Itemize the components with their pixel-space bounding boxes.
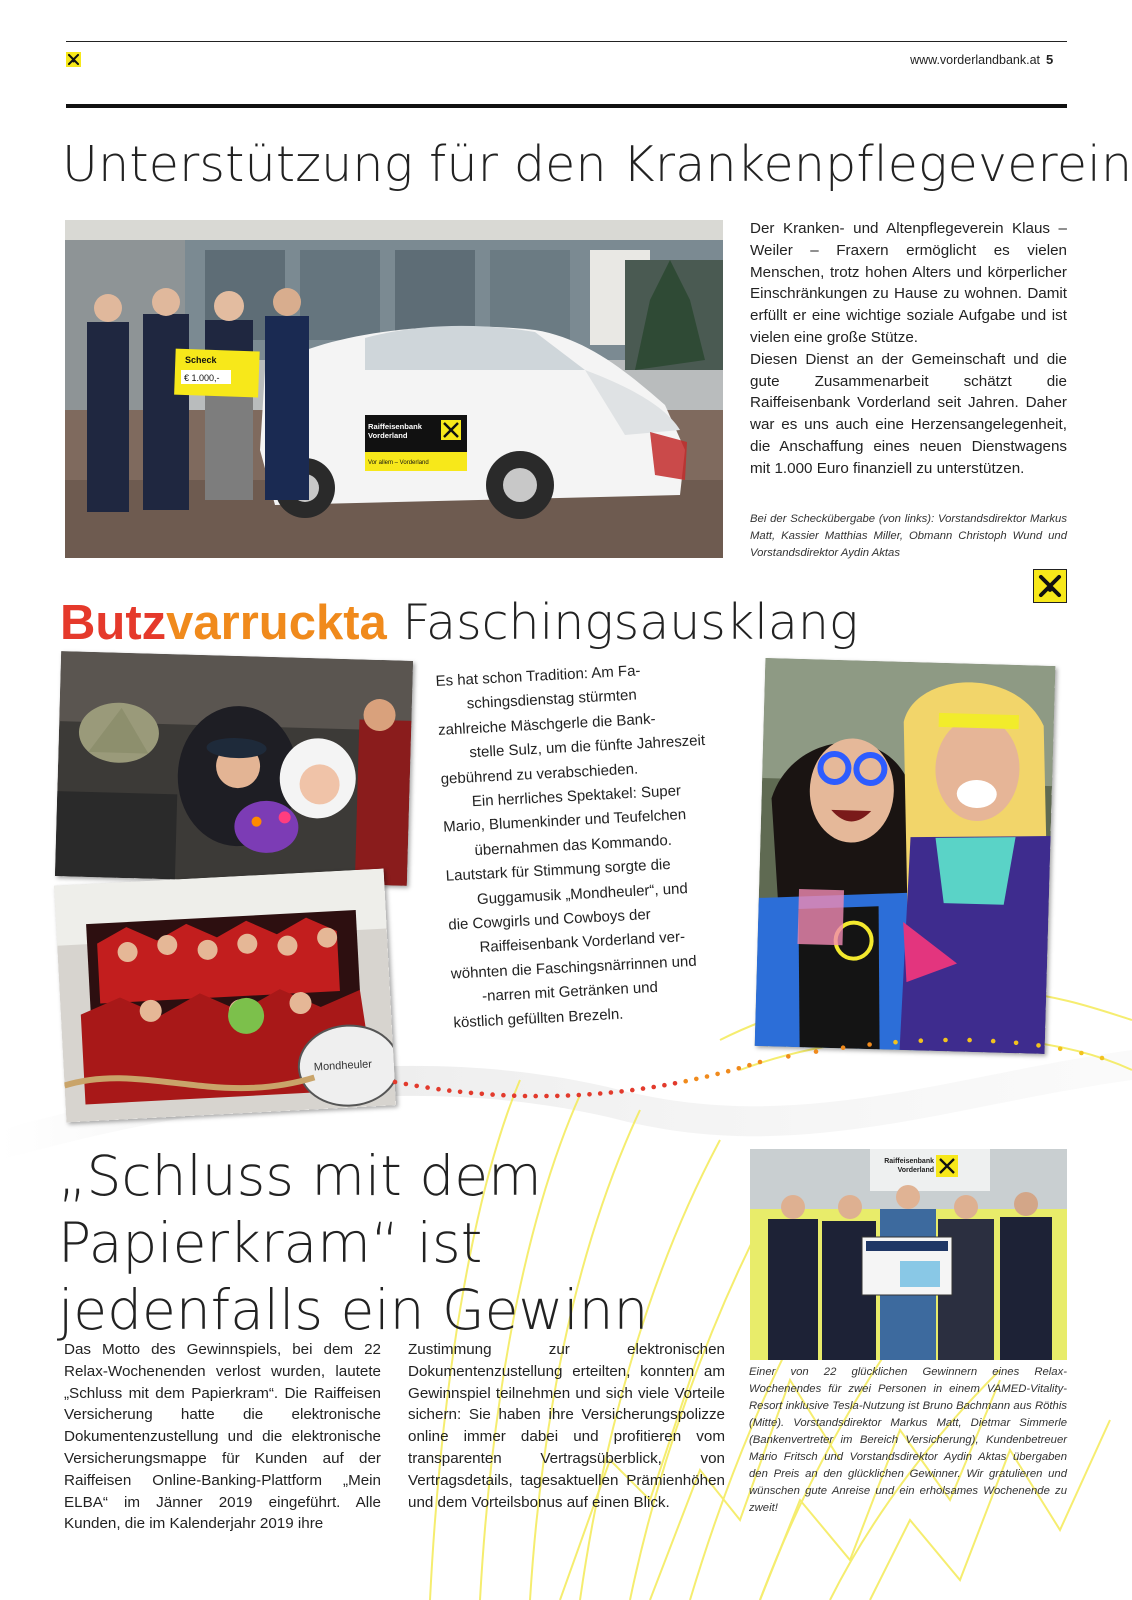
photo-guggamusik-band (54, 869, 396, 1123)
raiffeisen-logo-icon (1033, 569, 1067, 603)
article3-title-line-1: „Schluss mit dem (58, 1144, 542, 1208)
banner-text: Raiffeisenbank Vorderland (884, 1158, 934, 1174)
article2-line-2: schingsdienstag stürmten (466, 686, 638, 713)
article3-title-line-3: jedenfalls ein Gewinn (58, 1278, 649, 1342)
article2-line-14: -narren mit Getränken und (481, 979, 659, 1006)
article2-line-9: Lautstark für Stimmung sorgte die (445, 856, 672, 885)
car-sign-tagline: Vor allem – Vorderland (368, 460, 429, 466)
article-title-krankenpflegeverein: Unterstützung für den Krankenpflegeverein (62, 136, 1132, 193)
article2-line-11: die Cowgirls und Cowboys der (447, 906, 652, 934)
article2-line-8: übernahmen das Kommando. (474, 831, 673, 860)
cheque-label: Scheck (185, 355, 217, 365)
title-faschingsausklang: Faschingsausklang (386, 594, 859, 651)
photo-carnival-crowd (55, 651, 413, 886)
article2-line-7: Mario, Blumenkinder und Teufelchen (442, 806, 687, 837)
raiffeisen-logo-icon (66, 52, 81, 67)
article3-caption: Einer von 22 glücklichen Gewinnern eines Relax-Wochenendes für zwei Personen in einem VAMED-Vitality-Resort inklusive Tesla-Nutzung ist Bruno Bachmann aus Röthis (Mitte). Vorstandsdirektor Markus Matt, Dietmar Simmerle (Bankenvertreter im Bereich Versicherung), Kundenbetreuer Mario Fritsch und Vorstandsdirektor Aydin Aktas übergaben den Preis an den glücklichen Gewinner. Wir gratulieren und wünschen gute Anreise und ein erholsames Wochenende zu zweit! (749, 1366, 1067, 1514)
article2-line-1: Es hat schon Tradition: Am Fa- (435, 662, 641, 690)
photo-costumed-guests (755, 658, 1056, 1054)
article1-caption: Bei der Scheckübergabe (von links): Vorstandsdirektor Markus Matt, Kassier Matthias Miller, Obmann Christoph Wund und Vorstandsdirektor Aydin Aktas (750, 513, 1067, 559)
article2-body (435, 654, 754, 1035)
article2-line-15: köstlich gefüllten Brezeln. (453, 1005, 624, 1032)
article3-title-line-2: Papierkram“ ist (58, 1211, 483, 1275)
article-title-faschingsausklang (60, 594, 858, 651)
article3-column-1: Das Motto des Gewinnspiels, bei dem 22 Relax-Wochenenden verlost wurden, lautete „Schluss mit dem Papierkram“. Die Raiffeisen Versicherung hatte die elektronische Dokumentenzustellung und die elektronische Versicherungsmappe für Kunden auf der Raiffeisen Online-Banking-Plattform „Mein ELBA“ im Jänner 2019 eingeführt. Alle Kunden, die im Kalenderjahr 2019 ihre (64, 1341, 381, 1533)
page-number: 5 (1046, 52, 1054, 67)
article2-line-3: zahlreiche Mäschgerle die Bank- (437, 710, 656, 739)
article3-title (58, 1143, 648, 1344)
car-sign-line1: Raiffeisenbank (368, 422, 423, 431)
article1-paragraph-2: Diesen Dienst an der Gemeinschaft und die gute Zusammenarbeit schätzt die Raiffeisenbank Vorderland seit Jahren. Daher war es uns auch eine Herzensangelegenheit, die Anschaffung eines neuen Dienstwagens mit 1.000 Euro finanziell zu unterstützen. (750, 350, 1067, 477)
article3-column-2: Zustimmung zur elektronischen Dokumentenzustellung erteilten, konnten am Gewinnspiel teilnehmen und sich viele Vorteile sichern: Sie haben ihre Versicherungspolizze online immer dabei und profitieren vom transparenten Vertragsüberblick, von Vertragsdetails, tagesaktuellen Prämienhöhen und dem Vorteilsbonus auf einen Blick. (408, 1341, 725, 1511)
article2-line-13: wöhnten die Faschingsnärrinnen und (450, 952, 698, 983)
website-url[interactable]: www.vorderlandbank.at (910, 53, 1040, 67)
photo-prize-winners (750, 1149, 1067, 1360)
top-rule (66, 41, 1067, 42)
article2-line-6: Ein herrliches Spektakel: Super (471, 782, 682, 811)
article2-line-5: gebührend zu verabschieden. (440, 760, 639, 788)
article1-paragraph-1: Der Kranken- und Altenpflegeverein Klaus – Weiler – Fraxern ermöglicht es vielen Menschen, trotz hohen Alters und körperlicher Einschränkungen zu Hause zu wohnen. Damit erfüllt er eine wichtige soziale Aufgabe und ist vielen eine große Stütze. (750, 220, 1067, 346)
photo-cheque-handover (65, 220, 723, 558)
title-varruckta: varruckta (166, 596, 387, 650)
article2-line-10: Guggamusik „Mondheuler“, und (476, 879, 689, 908)
article2-line-12: Raiffeisenbank Vorderland ver- (479, 928, 686, 957)
cheque-amount: € 1.000,- (184, 373, 220, 383)
article1-body (750, 218, 1067, 480)
car-sign-line2: Vorderland (368, 430, 408, 440)
drum-text: Mondheuler (313, 1058, 373, 1074)
header-rule (66, 104, 1067, 108)
car-sign-text (368, 423, 440, 440)
title-butz: Butz (60, 596, 167, 650)
article2-line-4: stelle Sulz, um die fünfte Jahreszeit (468, 732, 706, 762)
